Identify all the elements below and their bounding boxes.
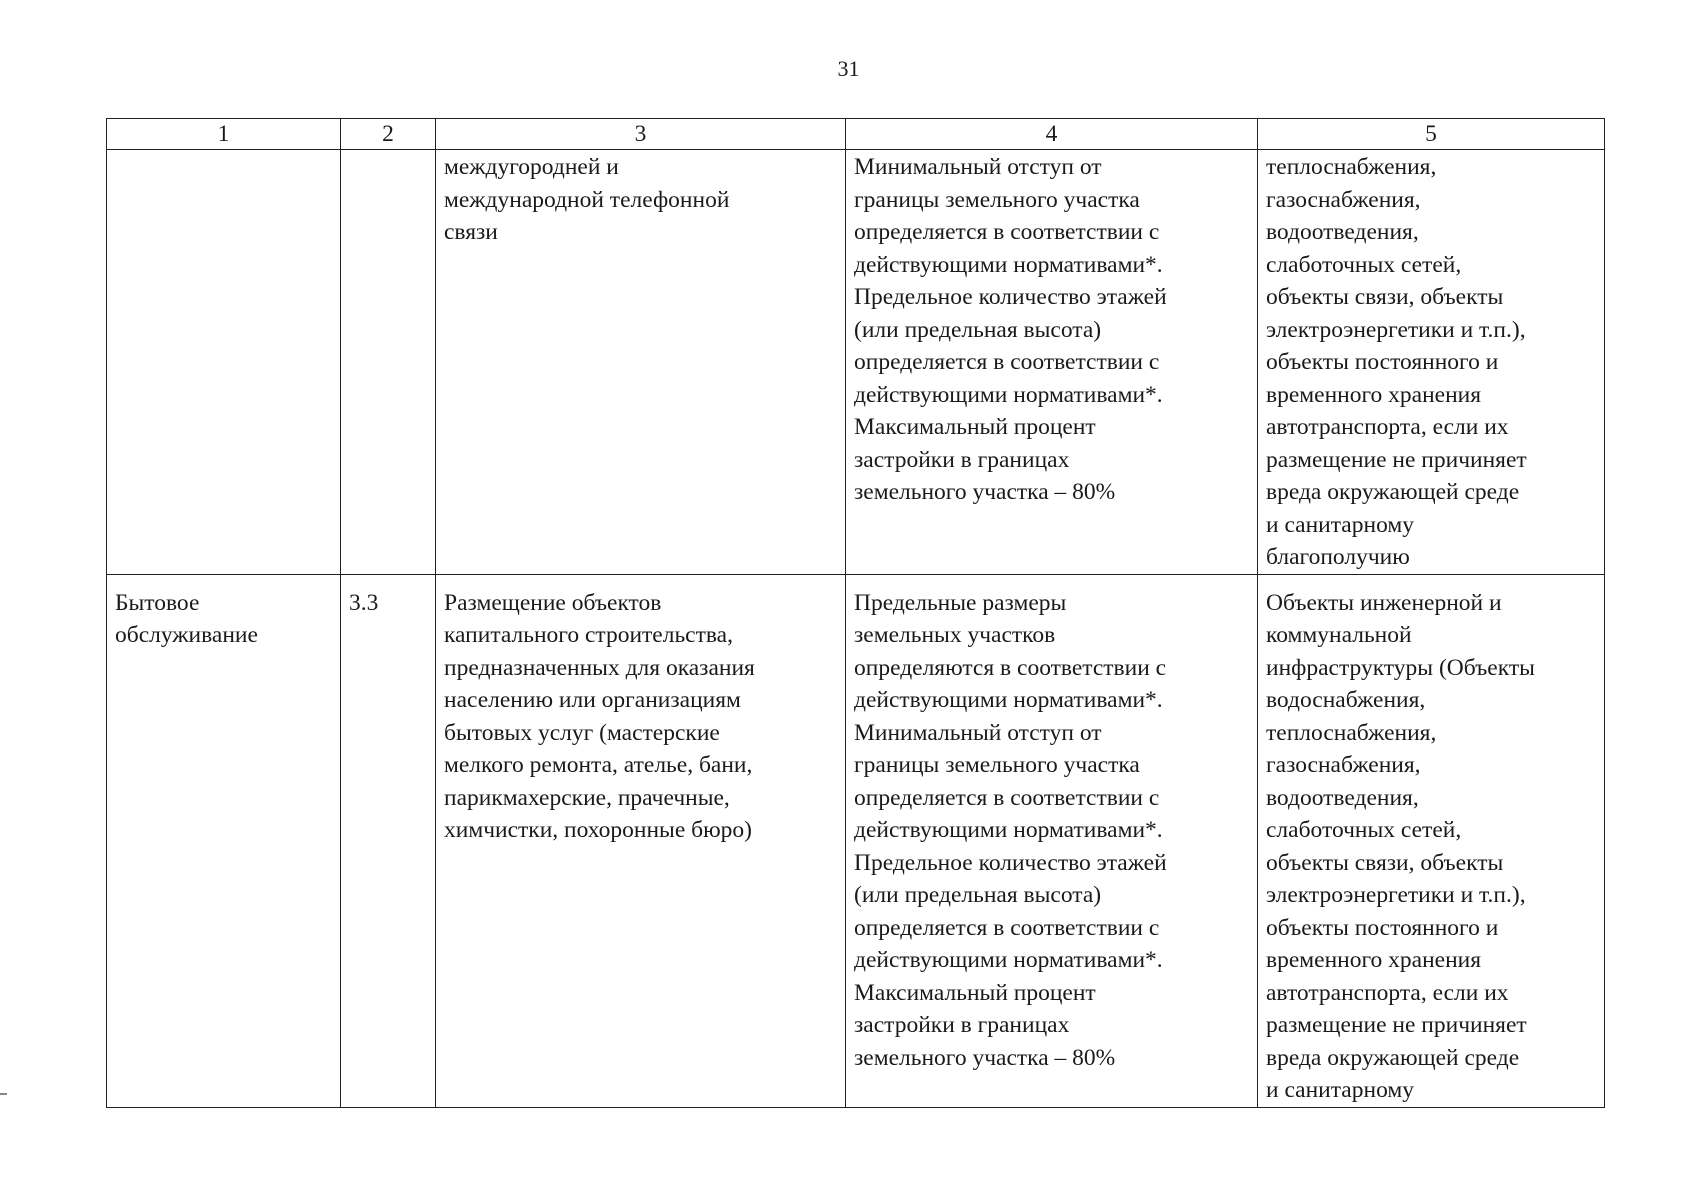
table-header-row (107, 119, 1605, 150)
auxiliary-uses-text: Объекты инженерной и коммунальной инфраструктуры (Объекты водоснабжения, теплоснабжения, газоснабжения, водоотведения, слаботочных сетей, объекты связи, объекты электроэнергетики и т.п.), объекты постоянного и временного хранения автотранспорта, если их размещение не причиняет вреда окружающей среде и санитарному (1266, 589, 1535, 1103)
use-code-cell (341, 574, 436, 1107)
auxiliary-uses-cell (1258, 574, 1605, 1107)
auxiliary-uses-text: теплоснабжения, газоснабжения, водоотведения, слаботочных сетей, объекты связи, объекты электроэнергетики и т.п.), объекты постоянного и временного хранения автотранспорта, если их размещение не причиняет вреда окружающей среде и санитарному благополучию (1266, 154, 1527, 570)
use-type-text: Бытовое обслуживание (115, 589, 258, 648)
header-col-3: 3 (436, 119, 846, 150)
use-code-text: 3.3 (349, 589, 379, 616)
table-row (107, 150, 1605, 575)
parameters-cell (846, 574, 1258, 1107)
parameters-cell (846, 150, 1258, 575)
parameters-text: Предельные размеры земельных участков определяются в соответствии с действующими нормативами*. Минимальный отступ от границы земельного участка определяется в соответствии с действующими нормативами*. Предельное количество этажей (или предельная высота) определяется в соответствии с действующими нормативами*. Максимальный процент застройки в границах земельного участка – 80% (854, 589, 1167, 1071)
header-col-5: 5 (1258, 119, 1605, 150)
use-description-text: Размещение объектов капитального строительства, предназначенных для оказания населению или организациям бытовых услуг (мастерские мелкого ремонта, ателье, бани, парикмахерские, прачечные, химчистки, похоронные бюро) (444, 589, 755, 843)
use-code-cell (341, 150, 436, 575)
parameters-text: Минимальный отступ от границы земельного участка определяется в соответствии с действующими нормативами*. Предельное количество этажей (или предельная высота) определяется в соответствии с действующими нормативами*. Максимальный процент застройки в границах земельного участка – 80% (854, 154, 1167, 505)
use-description-text: междугородней и международной телефонной связи (444, 154, 730, 245)
use-description-cell (436, 574, 846, 1107)
use-type-cell (107, 574, 341, 1107)
scan-edge-mark (0, 1093, 7, 1095)
auxiliary-uses-cell (1258, 150, 1605, 575)
table-row (107, 574, 1605, 1107)
use-type-cell (107, 150, 341, 575)
header-col-2: 2 (341, 119, 436, 150)
header-col-4: 4 (846, 119, 1258, 150)
regulations-table (106, 118, 1605, 1108)
header-col-1: 1 (107, 119, 341, 150)
page-number: 31 (837, 56, 860, 81)
use-description-cell (436, 150, 846, 575)
